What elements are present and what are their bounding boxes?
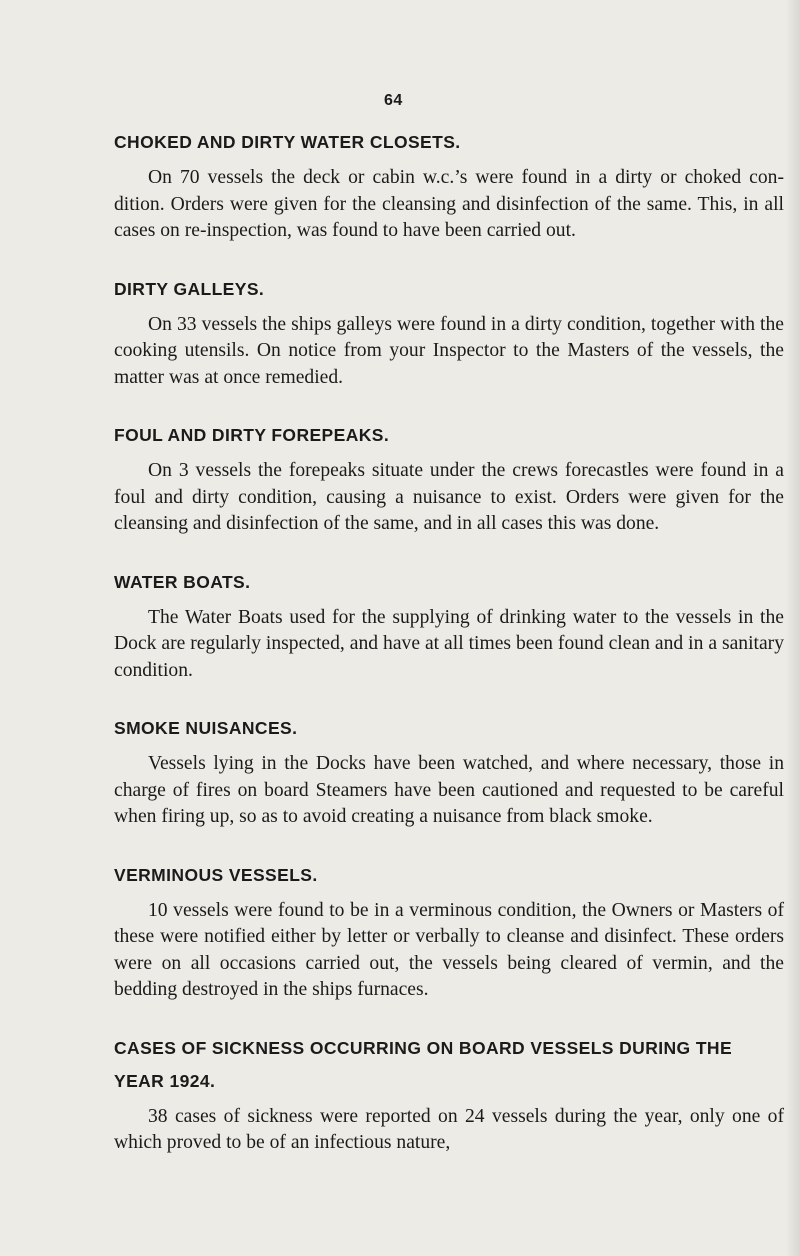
page-edge-shadow (786, 0, 800, 1256)
page-number: 64 (384, 92, 403, 109)
page-content (114, 126, 784, 1157)
section-water-boats (114, 566, 784, 685)
section-heading: CHOKED AND DIRTY WATER CLOSETS. (114, 132, 461, 152)
section-heading: CASES OF SICKNESS OCCURRING ON BOARD VESSELS DURING THE YEAR 1924. (114, 1037, 733, 1091)
section-paragraph: On 70 vessels the deck or cabin w.c.’s were found in a dirty or choked con-dition. Orders were given for the cleansing and disinfection of the same. This, in all cases on re-inspection, was found to have been carried out. (114, 167, 784, 241)
section-cases-of-sickness (114, 1032, 784, 1157)
section-paragraph: On 3 vessels the forepeaks situate under the crews forecastles were found in a foul and dirty condition, causing a nuisance to exist. Orders were given for the cleansing and disinfection of the same, and in all cases this was done. (114, 460, 784, 534)
section-paragraph: On 33 vessels the ships galleys were found in a dirty condition, together with the cooking utensils. On notice from your Inspector to the Masters of the vessels, the matter was at once remedied. (114, 313, 784, 388)
section-heading: SMOKE NUISANCES. (114, 718, 298, 738)
section-paragraph: 38 cases of sickness were reported on 24 vessels during the year, only one of which proved to be of an infectious nature, (114, 1105, 784, 1153)
section-paragraph: Vessels lying in the Docks have been watched, and where necessary, those in charge of fires on board Steamers have been cautioned and requested to be careful when firing up, so as to avoid creating a nuisance from black smoke. (114, 753, 784, 827)
section-smoke-nuisances (114, 712, 784, 831)
section-paragraph: 10 vessels were found to be in a verminous condition, the Owners or Masters of these were notified either by letter or verbally to cleanse and disinfect. These orders were on all occasions carried out, the vessels being cleared of vermin, and the bedding destroyed in the ships furnaces. (114, 899, 784, 1000)
section-choked-water-closets (114, 126, 784, 245)
section-paragraph: The Water Boats used for the supplying of drinking water to the vessels in the Dock are regularly inspected, and have at all times been found clean and in a sanitary condition. (114, 606, 784, 681)
section-heading: FOUL AND DIRTY FOREPEAKS. (114, 425, 390, 445)
section-heading: WATER BOATS. (114, 571, 251, 592)
section-heading: VERMINOUS VESSELS. (114, 864, 318, 885)
section-dirty-galleys (114, 273, 784, 392)
section-verminous-vessels (114, 859, 784, 1004)
section-heading: DIRTY GALLEYS. (114, 278, 265, 299)
section-forepeaks (114, 419, 784, 538)
